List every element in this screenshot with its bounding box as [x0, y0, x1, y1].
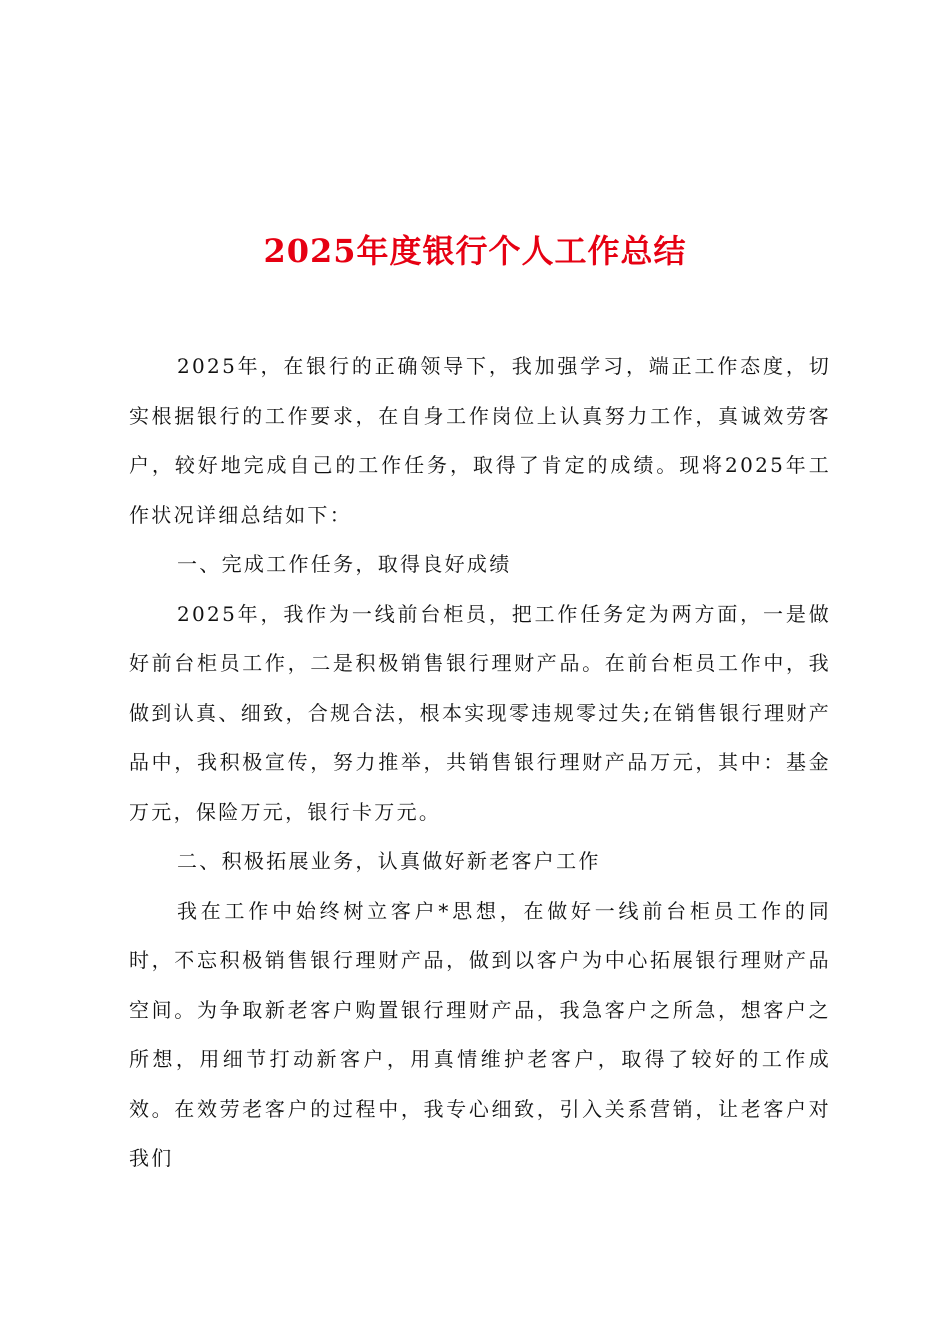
- document-body: [129, 342, 831, 1184]
- section-heading-1: 一、完成工作任务，取得良好成绩: [177, 552, 512, 576]
- paragraph-section-2: 我在工作中始终树立客户*思想，在做好一线前台柜员工作的同时，不忘积极销售银行理财产品，做到以客户为中心拓展银行理财产品空间。为争取新老客户购置银行理财产品，我急客户之所急，想客户之所想，用细节打动新客户，用真情维护老客户，取得了较好的工作成效。在效劳老客户的过程中，我专心细致，引入关系营销，让老客户对我们: [129, 898, 831, 1170]
- document-title: 2025年度银行个人工作总结: [263, 232, 687, 271]
- section-heading-2: 二、积极拓展业务，认真做好新老客户工作: [177, 849, 601, 873]
- paragraph-intro: 2025年，在银行的正确领导下，我加强学习，端正工作态度，切实根据银行的工作要求，在自身工作岗位上认真努力工作，真诚效劳客户，较好地完成自己的工作任务，取得了肯定的成绩。现将2025年工作状况详细总结如下：: [129, 354, 831, 527]
- paragraph-section-1: 2025年，我作为一线前台柜员，把工作任务定为两方面，一是做好前台柜员工作，二是积极销售银行理财产品。在前台柜员工作中，我做到认真、细致，合规合法，根本实现零违规零过失;在销售银行理财产品中，我积极宣传，努力推举，共销售银行理财产品万元，其中：基金万元，保险万元，银行卡万元。: [129, 601, 831, 824]
